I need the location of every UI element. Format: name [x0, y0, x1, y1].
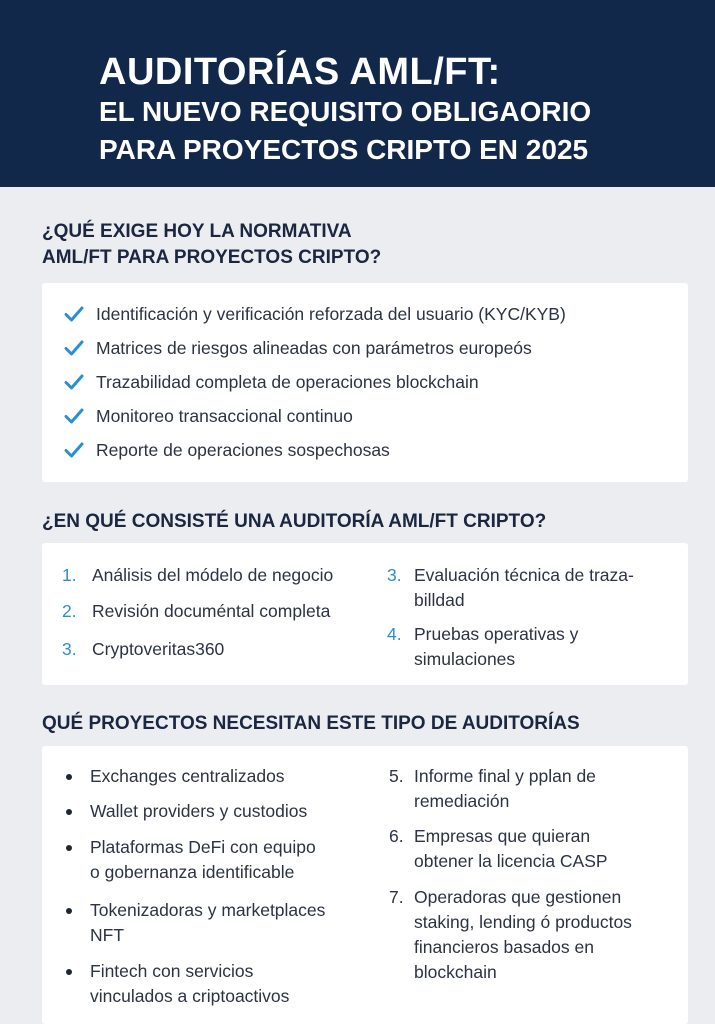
header-banner — [0, 0, 715, 187]
project-text-line2: o gobernanza identificable — [90, 862, 295, 882]
item-text-line2: remediación — [414, 791, 510, 811]
step-text: Análisis del módelo de negocio — [92, 565, 334, 585]
list-item — [389, 764, 684, 814]
step-text: Revisión documéntal completa — [92, 601, 331, 621]
step-text-line1: Pruebas operativas y — [414, 624, 579, 644]
item-text-line2: obtener la licencia CASP — [414, 851, 608, 871]
projects-card — [42, 746, 688, 1024]
step-number: 3. — [387, 565, 402, 585]
list-item — [66, 764, 396, 789]
step-number: 3. — [62, 639, 77, 659]
bullet-icon — [66, 774, 72, 780]
list-item — [64, 438, 390, 462]
header-title-line3: PARA PROYECTOS CRIPTO EN 2025 — [99, 134, 589, 165]
item-text-line1: Empresas que quieran — [414, 826, 591, 846]
list-item — [62, 563, 392, 588]
item-text-line1: Operadoras que gestionen — [414, 887, 622, 907]
list-item — [64, 336, 532, 360]
list-item — [66, 799, 396, 824]
item-text-line4: blockchain — [414, 962, 497, 982]
list-item — [62, 637, 392, 662]
project-text-line1: Wallet providers y custodios — [90, 801, 308, 821]
section1-title-line1: ¿QUÉ EXIGE HOY LA NORMATIVA — [42, 221, 352, 242]
project-text-line2: vinculados a criptoactivos — [90, 986, 290, 1006]
header-title-line2: EL NUEVO REQUISITO OBLIGAORIO — [99, 96, 592, 127]
list-item — [64, 302, 566, 326]
list-item — [389, 885, 684, 985]
list-item — [389, 824, 684, 874]
bullet-icon — [66, 908, 72, 914]
requirement-text: Monitoreo transaccional continuo — [96, 405, 353, 426]
check-icon — [64, 372, 84, 392]
requirement-text: Identificación y verificación reforzada del usuario (KYC/KYB) — [96, 303, 566, 324]
check-icon — [64, 440, 84, 460]
item-text-line2: staking, lending ó productos — [414, 912, 632, 932]
item-text-line3: financieros basados en — [414, 937, 594, 957]
project-text-line1: Plataformas DeFi con equipo — [90, 837, 316, 857]
step-text-line2: simulaciones — [414, 649, 516, 669]
bullet-icon — [66, 845, 72, 851]
audit-steps-card — [42, 543, 688, 685]
list-item — [387, 622, 677, 672]
project-text-line1: Tokenizadoras y marketplaces — [90, 900, 326, 920]
item-number: 7. — [389, 887, 404, 907]
step-number: 2. — [62, 601, 77, 621]
list-item — [64, 404, 353, 428]
list-item — [66, 959, 396, 1009]
bullet-icon — [66, 809, 72, 815]
section1-title-line2: AML/FT PARA PROYECTOS CRIPTO? — [42, 247, 382, 268]
check-icon — [64, 406, 84, 426]
project-text-line1: Exchanges centralizados — [90, 766, 285, 786]
requirements-card — [42, 283, 688, 482]
step-text: Cryptoveritas360 — [92, 639, 225, 659]
check-icon — [64, 338, 84, 358]
step-text-line1: Evaluación técnica de traza- — [414, 565, 634, 585]
item-number: 5. — [389, 766, 404, 786]
list-item — [66, 835, 396, 885]
item-number: 6. — [389, 826, 404, 846]
list-item — [387, 563, 677, 613]
step-number: 1. — [62, 565, 77, 585]
header-title-line1: AUDITORÍAS AML/FT: — [99, 51, 501, 93]
section3-title: QUÉ PROYECTOS NECESITAN ESTE TIPO DE AUDITORÍAS — [42, 713, 580, 734]
list-item — [62, 599, 392, 624]
requirement-text: Matrices de riesgos alineadas con parámetros europeós — [96, 337, 532, 358]
item-text-line1: Informe final y pplan de — [414, 766, 596, 786]
requirement-text: Trazabilidad completa de operaciones blockchain — [96, 371, 479, 392]
bullet-icon — [66, 969, 72, 975]
check-icon — [64, 304, 84, 324]
project-text-line1: Fintech con servicios — [90, 961, 254, 981]
list-item — [66, 898, 396, 948]
step-text-line2: billdad — [414, 590, 465, 610]
step-number: 4. — [387, 624, 402, 644]
list-item — [64, 370, 479, 394]
requirement-text: Reporte de operaciones sospechosas — [96, 439, 390, 460]
section2-title: ¿EN QUÉ CONSISTÉ UNA AUDITORÍA AML/FT CRIPTO? — [42, 511, 547, 532]
project-text-line2: NFT — [90, 925, 125, 945]
